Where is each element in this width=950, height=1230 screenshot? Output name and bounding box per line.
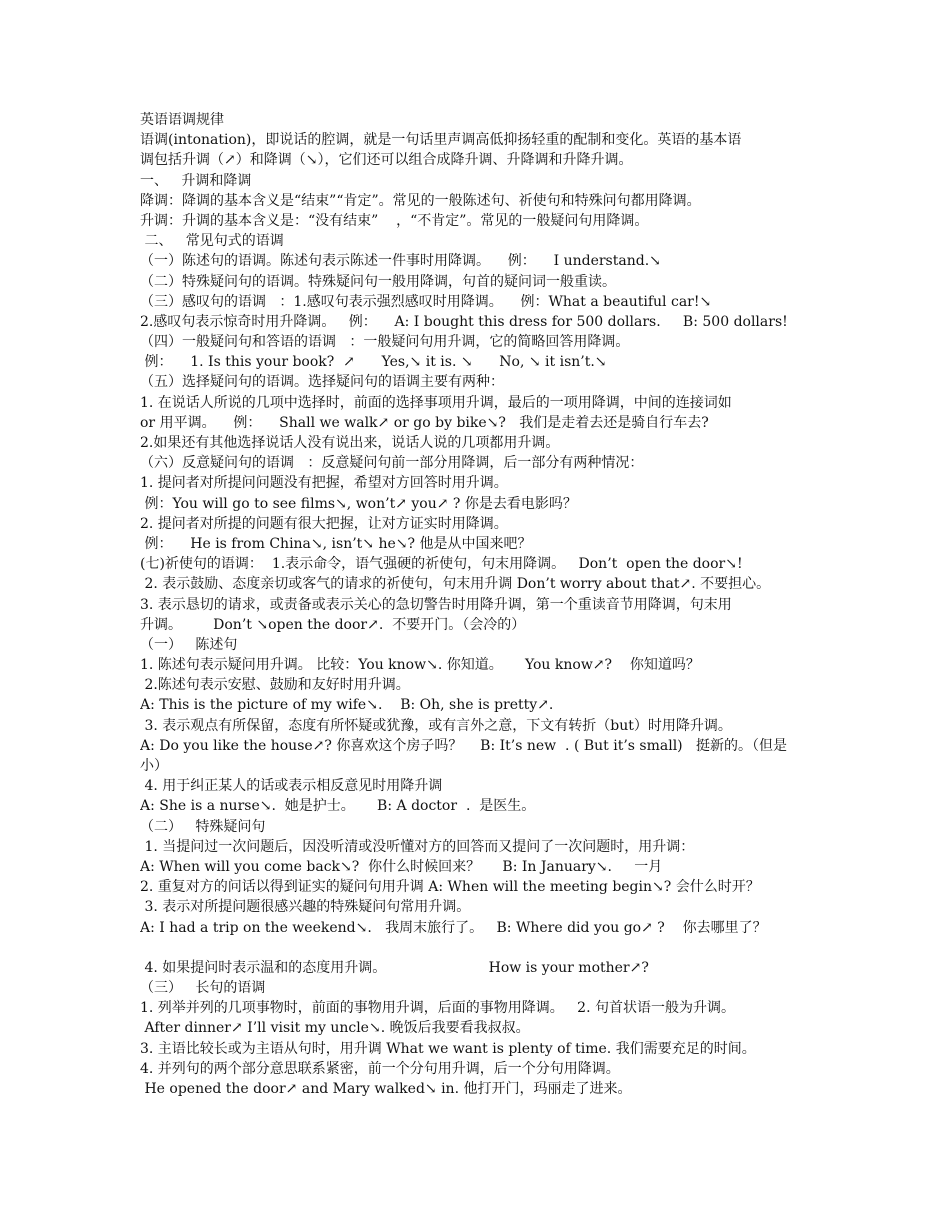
text-line: (七)祈使句的语调： 1.表示命令，语气强硬的祈使句，句末用降调。 Don’t open the door↘! — [140, 556, 743, 573]
text-line: A: I had a trip on the weekend↘. 我周末旅行了。 B: Where did you go↗ ? 你去哪里了？ — [140, 919, 767, 936]
text-line: 3. 主语比较长或为主语从句时，用升调 What we want is plenty of time. 我们需要充足的时间。 — [140, 1040, 756, 1057]
text-line: （五）选择疑问句的语调。选择疑问句的语调主要有两种： — [140, 374, 504, 391]
text-line: （二） 特殊疑问句 — [140, 818, 266, 835]
text-line: 4. 如果提问时表示温和的态度用升调。 How is your mother↗? — [140, 959, 649, 976]
text-line: 1. 陈述句表示疑问用升调。 比较：You know↘. 你知道。 You know↗? 你知道吗？ — [140, 657, 700, 674]
text-line: 二、 常见句式的语调 — [140, 233, 284, 250]
text-line: 2.感叹句表示惊奇时用升降调。 例： A: I bought this dress for 500 dollars. B: 500 dollars! — [140, 313, 788, 330]
text-line: A: When will you come back↘? 你什么时候回来？ B: In January↘. 一月 — [140, 858, 663, 875]
text-line: 1. 列举并列的几项事物时，前面的事物用升调，后面的事物用降调。 2. 句首状语一般为升调。 — [140, 1000, 735, 1017]
text-line: or 用平调。 例： Shall we walk↗ or go by bike↘? 我们是走着去还是骑自行车去? — [140, 414, 709, 431]
text-line: 2. 重复对方的问话以得到证实的疑问句用升调 A: When will the meeting begin↘? 会什么时开？ — [140, 879, 760, 896]
text-line: A: This is the picture of my wife↘. B: Oh, she is pretty↗. — [140, 697, 554, 714]
text-line: （三） 长句的语调 — [140, 980, 266, 997]
text-line: 升调：升调的基本含义是：“没有结束” ，“不肯定”。常见的一般疑问句用降调。 — [140, 212, 649, 229]
text-line: 2. 提问者对所提的问题有很大把握，让对方证实时用降调。 — [140, 515, 508, 532]
text-line: 2.陈述句表示安慰、鼓励和友好时用升调。 — [140, 677, 410, 694]
text-line: 4. 用于纠正某人的话或表示相反意见时用降升调 — [140, 778, 443, 795]
text-line: 1. 当提问过一次问题后，因没听清或没听懂对方的回答而又提问了一次问题时，用升调： — [140, 838, 695, 855]
text-line: 例： He is from China↘, isn’t↘ he↘? 他是从中国来吧？ — [140, 535, 532, 552]
text-line: He opened the door↗ and Mary walked↘ in. 他打开门，玛丽走了进来。 — [140, 1081, 632, 1097]
text-line: A: Do you like the house↗? 你喜欢这个房子吗？ B: It’s new . ( But it’s small) 挺新的。（但是 — [140, 737, 787, 754]
text-line: （四）一般疑问句和答语的语调 ：一般疑问句用升调，它的简略回答用降调。 — [140, 334, 630, 351]
text-line: （一） 陈述句 — [140, 636, 238, 653]
text-line: 例：You will go to see films↘, won’t↗ you↗ ? 你是去看电影吗？ — [140, 495, 577, 512]
text-line: 1. 提问者对所提问问题没有把握，希望对方回答时用升调。 — [140, 475, 508, 492]
text-line: 3. 表示对所提问题很感兴趣的特殊疑问句常用升调。 — [140, 899, 471, 916]
text-line: 2. 表示鼓励、态度亲切或客气的请求的祈使句，句末用升调 Don’t worry about that↗. 不要担心。 — [140, 576, 771, 593]
text-line: 小） — [140, 758, 168, 774]
text-line — [140, 938, 820, 958]
text-line: 升调。 Don’t ↘open the door↗. 不要开门。（会冷的） — [140, 616, 526, 633]
text-line: 2.如果还有其他选择说话人没有说出来，说话人说的几项都用升调。 — [140, 435, 560, 451]
text-line: （三）感叹句的语调 ：1.感叹句表示强烈感叹时用降调。 例：What a beautiful car!↘ — [140, 293, 712, 310]
text-line: 4. 并列句的两个部分意思联系紧密，前一个分句用升调，后一个分句用降调。 — [140, 1060, 620, 1077]
text-line: 一、 升调和降调 — [140, 172, 252, 189]
document-title: 英语语调规律 — [140, 112, 224, 128]
text-line: 3. 表示观点有所保留，态度有所怀疑或犹豫，或有言外之意，下文有转折（but）时用降升调。 — [140, 717, 732, 734]
text-line: 语调(intonation)，即说话的腔调，就是一句话里声调高低抑扬轻重的配制和变化。英语的基本语 — [140, 132, 742, 149]
text-line: 3. 表示恳切的请求，或责备或表示关心的急切警告时用降升调，第一个重读音节用降调，句末用 — [140, 596, 732, 613]
text-line: （六）反意疑问句的语调 ：反意疑问句前一部分用降调，后一部分有两种情况： — [140, 455, 644, 472]
text-line: 1. 在说话人所说的几项中选择时，前面的选择事项用升调，最后的一项用降调，中间的连接词如 — [140, 394, 732, 411]
text-line: 降调：降调的基本含义是“结束”“肯定”。常见的一般陈述句、祈使句和特殊问句都用降调。 — [140, 192, 701, 209]
document-page — [140, 110, 820, 1099]
text-line: 调包括升调（↗）和降调（↘），它们还可以组合成降升调、升降调和升降升调。 — [140, 152, 633, 169]
text-line: （二）特殊疑问句的语调。特殊疑问句一般用降调，句首的疑问词一般重读。 — [140, 273, 616, 290]
text-line: 例： 1. Is this your book? ↗ Yes,↘ it is. ↘ No, ↘ it isn’t.↘ — [140, 354, 607, 371]
text-line: （一）陈述句的语调。陈述句表示陈述一件事时用降调。 例： I understand.↘ — [140, 253, 661, 270]
text-line: After dinner↗ I’ll visit my uncle↘. 晚饭后我要看我叔叔。 — [140, 1020, 530, 1037]
text-line: A: She is a nurse↘. 她是护士。 B: A doctor . 是医生。 — [140, 798, 536, 815]
